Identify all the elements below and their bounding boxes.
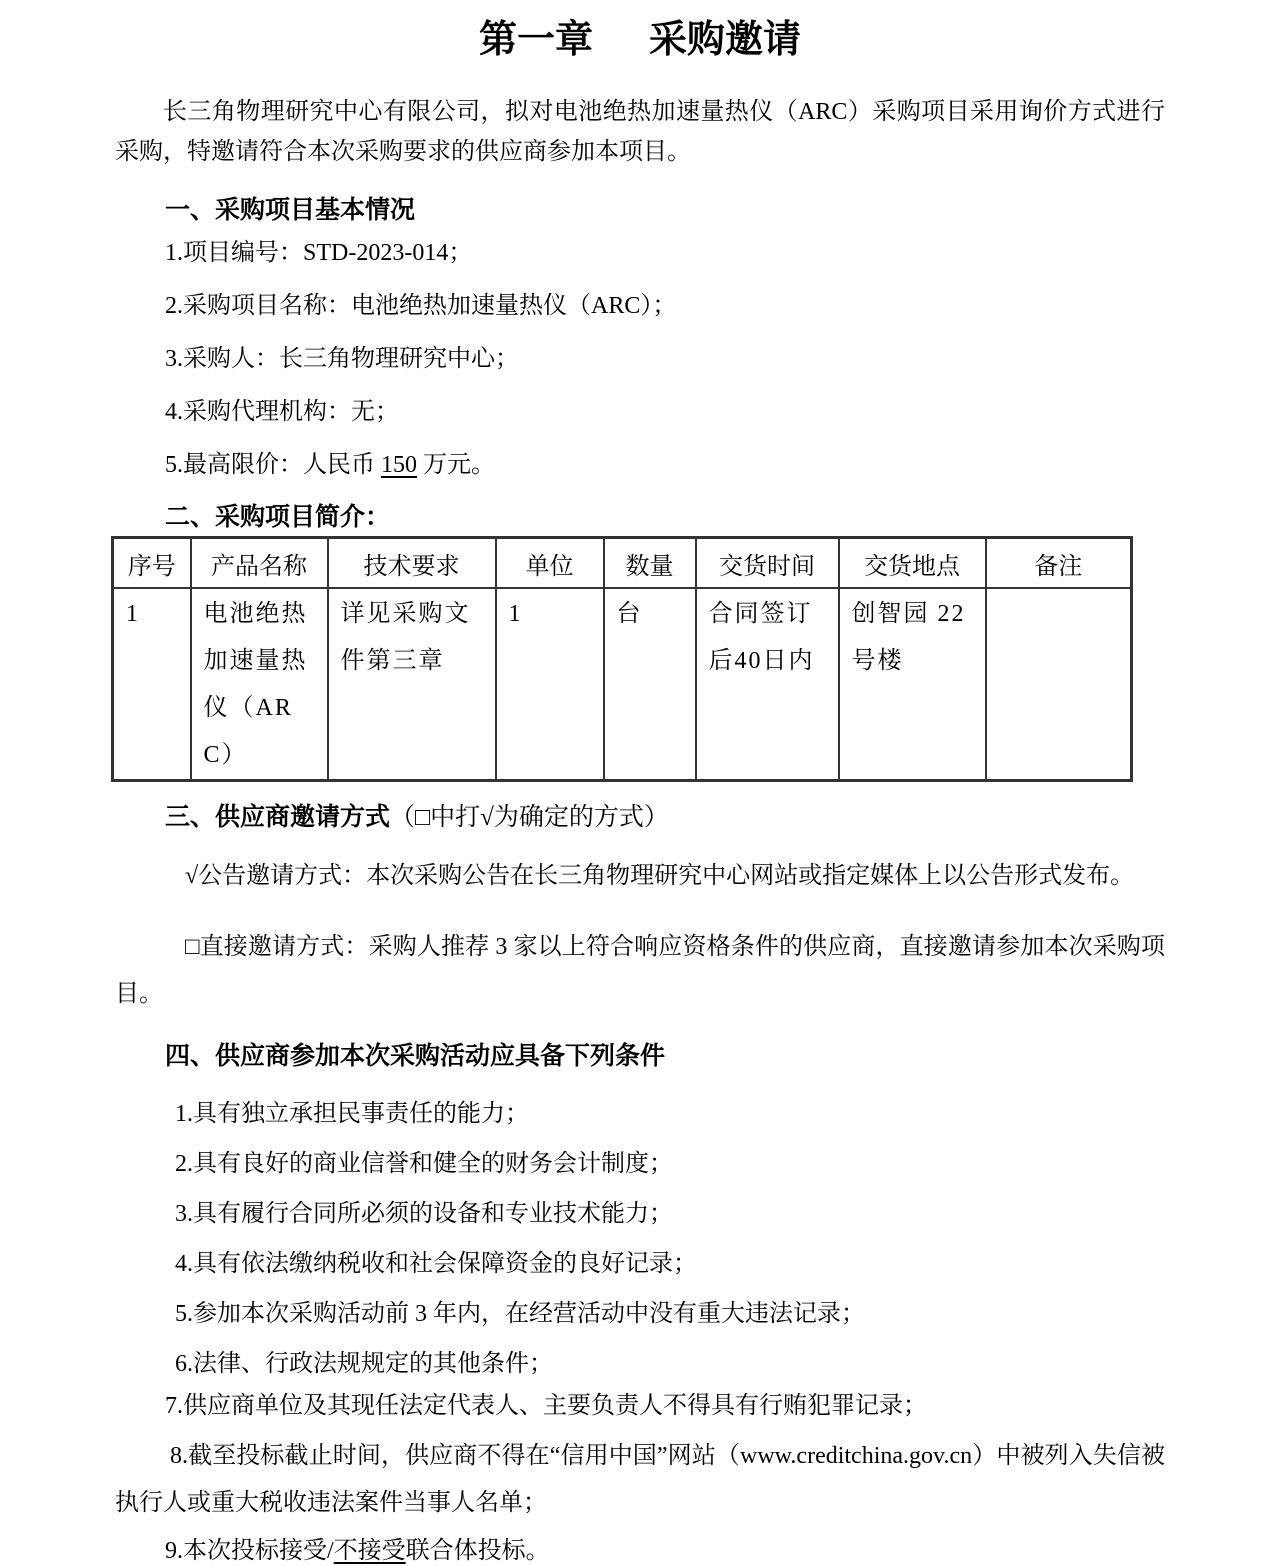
cell-quantity: 台 (604, 588, 696, 781)
page-title (115, 18, 1165, 62)
section-4-heading: 四、供应商参加本次采购活动应具备下列条件 (165, 1043, 666, 1070)
announce-invitation-paragraph: √公告邀请方式：本次采购公告在长三角物理研究中心网站或指定媒体上以公告形式发布。 (185, 863, 1135, 889)
price-limit-suffix: 万元。 (417, 452, 495, 478)
price-limit-item (115, 452, 1165, 478)
cell-seq: 1 (113, 588, 191, 781)
section-1-heading: 一、采购项目基本情况 (165, 197, 416, 224)
chapter-name: 采购邀请 (649, 19, 802, 61)
condition-item-7: 7.供应商单位及其现任法定代表人、主要负责人不得具有行贿犯罪记录； (165, 1393, 927, 1419)
condition-item-9-suffix: 联合体投标。 (405, 1538, 550, 1564)
section-3-heading-note: （□中打√为确定的方式） (390, 804, 669, 831)
cell-tech-requirement: 详见采购文件第三章 (328, 588, 496, 781)
header-product-name: 产品名称 (191, 538, 328, 589)
condition-item-5: 5.参加本次采购活动前 3 年内，在经营活动中没有重大违法记录； (175, 1301, 865, 1327)
header-unit: 单位 (496, 538, 604, 589)
section-3-heading (115, 803, 1165, 833)
header-delivery-place: 交货地点 (839, 538, 986, 589)
condition-item-9 (115, 1536, 1165, 1566)
cell-remark (986, 588, 1132, 781)
chapter-number: 第一章 (478, 19, 593, 61)
condition-item-9-prefix: 9.本次投标接受/ (165, 1538, 334, 1564)
document-page (0, 18, 1280, 1566)
section-2-heading: 二、采购项目简介： (165, 504, 391, 531)
price-limit-prefix: 5.最高限价：人民币 (165, 452, 381, 478)
header-tech-requirement: 技术要求 (328, 538, 496, 589)
price-limit-value: 150 (381, 452, 417, 478)
table-row (113, 588, 1132, 781)
purchaser-item: 3.采购人：长三角物理研究中心； (165, 346, 519, 372)
section-3-heading-bold: 三、供应商邀请方式 (165, 804, 391, 831)
condition-item-4: 4.具有依法缴纳税收和社会保障资金的良好记录； (175, 1251, 697, 1277)
header-quantity: 数量 (604, 538, 696, 589)
cell-delivery-time: 合同签订后40日内 (696, 588, 839, 781)
project-number-item: 1.项目编号：STD-2023-014； (165, 240, 473, 266)
cell-product-name: 电池绝热加速量热仪（ARC） (191, 588, 328, 781)
agency-item: 4.采购代理机构：无； (165, 399, 399, 425)
condition-item-1: 1.具有独立承担民事责任的能力； (175, 1101, 529, 1127)
direct-invitation-paragraph: □直接邀请方式：采购人推荐 3 家以上符合响应资格条件的供应商，直接邀请参加本次采购项目。 (115, 934, 1165, 1007)
condition-item-6: 6.法律、行政法规规定的其他条件； (175, 1351, 553, 1377)
intro-paragraph: 长三角物理研究中心有限公司，拟对电池绝热加速量热仪（ARC）采购项目采用询价方式进行采购，特邀请符合本次采购要求的供应商参加本项目。 (115, 99, 1165, 165)
condition-item-8: 8.截至投标截止时间，供应商不得在“信用中国”网站（www.creditchina.gov.cn）中被列入失信被执行人或重大税收违法案件当事人名单； (115, 1443, 1165, 1516)
header-seq: 序号 (113, 538, 191, 589)
project-name-item: 2.采购项目名称：电池绝热加速量热仪（ARC）； (165, 293, 677, 319)
project-summary-table (111, 536, 1133, 782)
header-remark: 备注 (986, 538, 1132, 589)
header-delivery-time: 交货时间 (696, 538, 839, 589)
table-header-row (113, 538, 1132, 589)
condition-item-9-underlined: 不接受 (333, 1538, 406, 1564)
cell-unit: 1 (496, 588, 604, 781)
cell-delivery-place: 创智园 22 号楼 (839, 588, 986, 781)
condition-item-2: 2.具有良好的商业信誉和健全的财务会计制度； (175, 1151, 673, 1177)
condition-item-3: 3.具有履行合同所必须的设备和专业技术能力； (175, 1201, 673, 1227)
